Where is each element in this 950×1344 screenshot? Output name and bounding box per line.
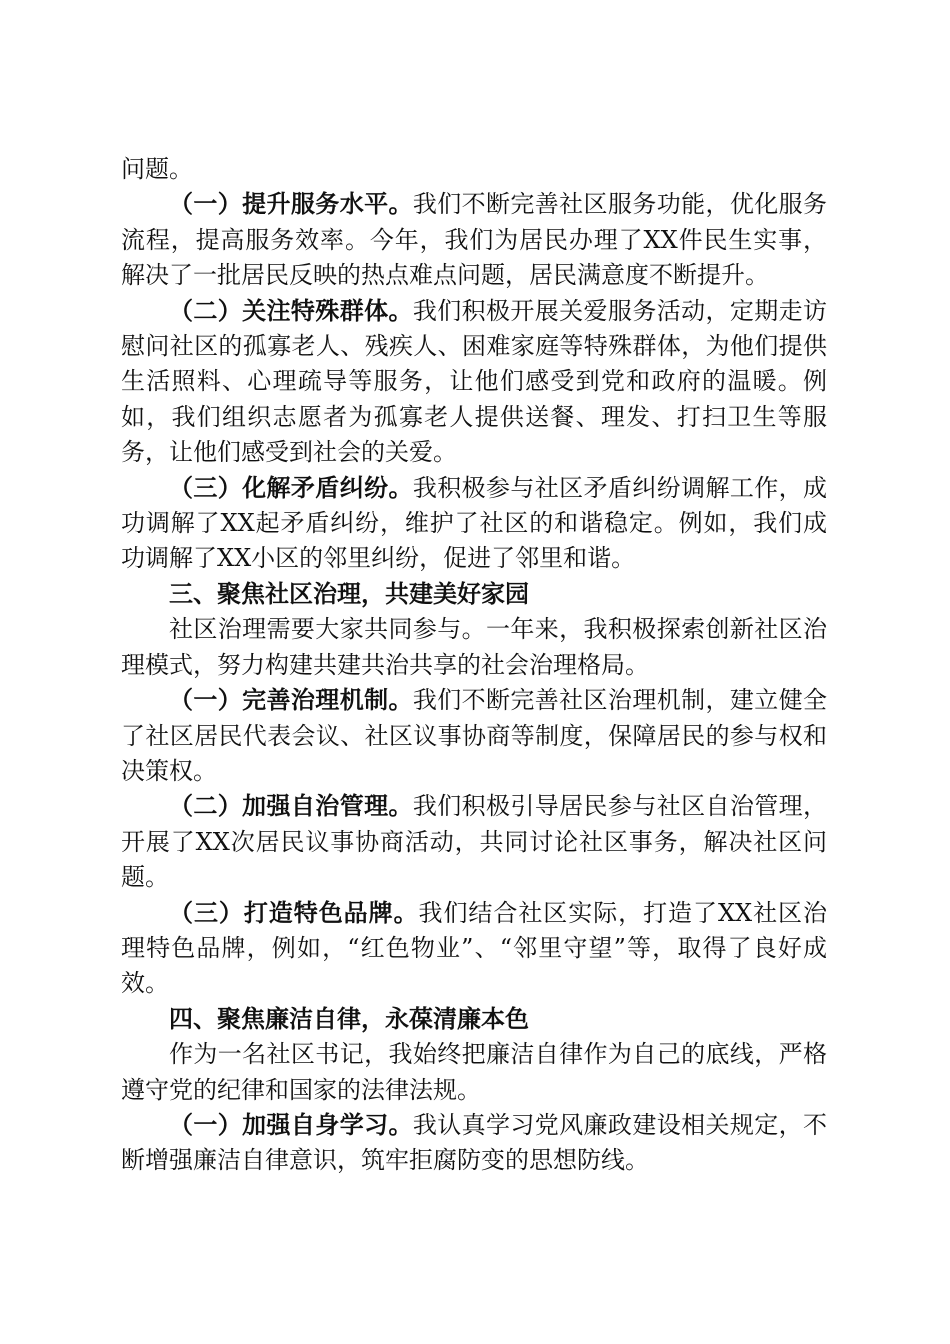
paragraph-text: 作为一名社区书记，我始终把廉洁自律作为自己的底线，严格遵守党的纪律和国家的法律法规。 [121, 1040, 827, 1104]
paragraph-lead: （一）提升服务水平。 [169, 190, 413, 219]
paragraph-text: 我们结合社区实际，打造了XX社区治理特色品牌，例如，“红色物业”、“邻里守望”等，取得了良好成效。 [121, 898, 827, 998]
paragraph-lead: （一）加强自身学习。 [169, 1110, 413, 1139]
paragraph-continuation [121, 152, 827, 187]
section-heading-governance: 三、聚焦社区治理，共建美好家园 [169, 579, 529, 608]
paragraph-lead: （三）化解矛盾纠纷。 [169, 473, 413, 502]
paragraph-integrity-intro [121, 1037, 827, 1108]
section-heading-integrity: 四、聚焦廉洁自律，永葆清廉本色 [169, 1004, 529, 1033]
paragraph-text: 社区治理需要大家共同参与。一年来，我积极探索创新社区治理模式，努力构建共建共治共享的社会治理格局。 [121, 615, 827, 679]
paragraph-lead: （二）加强自治管理。 [169, 792, 413, 821]
paragraph-improve-service [121, 187, 827, 293]
paragraph-text: 我们不断完善社区治理机制，建立健全了社区居民代表会议、社区议事协商等制度，保障居民的参与权和决策权。 [121, 686, 828, 785]
paragraph-text: 问题。 [121, 155, 193, 183]
paragraph-text: 我们积极引导居民参与社区自治管理，开展了XX次居民议事协商活动，共同讨论社区事务，解决社区问题。 [121, 792, 828, 892]
paragraph-governance-intro [121, 612, 827, 683]
paragraph-text: 我们不断完善社区服务功能，优化服务流程，提高服务效率。今年，我们为居民办理了XX件民生实事，解决了一批居民反映的热点难点问题，居民满意度不断提升。 [121, 190, 828, 290]
paragraph-text: 我们积极开展关爱服务活动，定期走访慰问社区的孤寡老人、残疾人、困难家庭等特殊群体，为他们提供生活照料、心理疏导等服务，让他们感受到党和政府的温暖。例如，我们组织志愿者为孤寡老人提供送餐、理发、打扫卫生等服务，让他们感受到社会的关爱。 [121, 296, 828, 467]
paragraph-text: 我积极参与社区矛盾纠纷调解工作，成功调解了XX起矛盾纠纷，维护了社区的和谐稳定。例如，我们成功调解了XX小区的邻里纠纷，促进了邻里和谐。 [121, 473, 828, 573]
paragraph-self-study [121, 1108, 827, 1179]
paragraph-self-governance [121, 789, 827, 895]
paragraph-text: 我认真学习党风廉政建设相关规定，不断增强廉洁自律意识，筑牢拒腐防变的思想防线。 [121, 1110, 828, 1175]
paragraph-lead: （二）关注特殊群体。 [169, 296, 413, 325]
paragraph-governance-mechanism [121, 683, 827, 789]
paragraph-lead: （一）完善治理机制。 [169, 686, 413, 715]
paragraph-resolve-disputes [121, 471, 827, 577]
document-body [121, 152, 827, 1179]
paragraph-lead: （三）打造特色品牌。 [169, 898, 419, 927]
paragraph-brand [121, 896, 827, 1002]
paragraph-special-groups [121, 294, 827, 471]
